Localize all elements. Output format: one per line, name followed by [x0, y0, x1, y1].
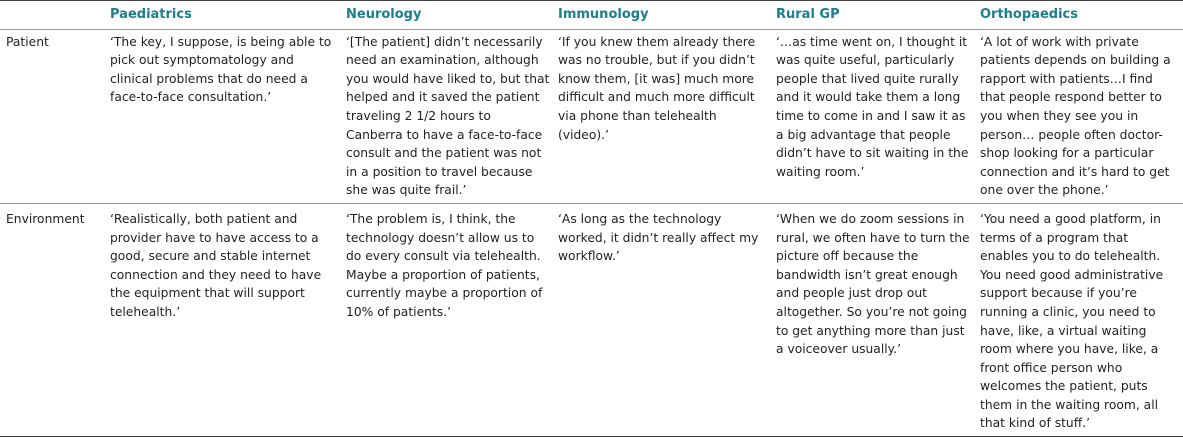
table-row-patient — [0, 29, 1183, 203]
cell-patient-immunology: ‘If you knew them already there was no trouble, but if you didn’t know them, [it was] much more difficult and much more difficult via phone than telehealth (video).’ — [556, 29, 774, 203]
header-immunology: Immunology — [556, 1, 774, 30]
cell-environment-paediatrics: ‘Realistically, both patient and provider have to have access to a good, secure and stable internet connection and they need to have the equipment that will support telehealth.’ — [108, 203, 344, 436]
row-label-patient: Patient — [0, 29, 108, 203]
table-row-environment — [0, 203, 1183, 436]
table-body — [0, 29, 1183, 436]
cell-environment-immunology: ‘As long as the technology worked, it didn’t really affect my workflow.’ — [556, 203, 774, 436]
cell-patient-rural-gp: ‘…as time went on, I thought it was quite useful, particularly people that lived quite rurally and it would take them a long time to come in and I saw it as a big advantage that people didn’t have to sit waiting in the waiting room.’ — [774, 29, 978, 203]
table-header — [0, 1, 1183, 30]
cell-patient-neurology: ‘[The patient] didn’t necessarily need an examination, although you would have liked to, but that helped and it saved the patient traveling 2 1/2 hours to Canberra to have a face-to-face consult and the patient was not in a position to travel because she was quite frail.’ — [344, 29, 556, 203]
cell-environment-rural-gp: ‘When we do zoom sessions in rural, we often have to turn the picture off because the bandwidth isn’t great enough and people just drop out altogether. So you’re not going to get anything more than just a voiceover usually.’ — [774, 203, 978, 436]
cell-environment-orthopaedics: ‘You need a good platform, in terms of a program that enables you to do telehealth. You need good administrative support because if you’re running a clinic, you need to have, like, a virtual waiting room where you have, like, a front office person who welcomes the patient, puts them in the waiting room, all that kind of stuff.’ — [978, 203, 1183, 436]
header-neurology: Neurology — [344, 1, 556, 30]
cell-environment-neurology: ‘The problem is, I think, the technology doesn’t allow us to do every consult via telehealth. Maybe a proportion of patients, currently maybe a proportion of 10% of patients.’ — [344, 203, 556, 436]
header-paediatrics: Paediatrics — [108, 1, 344, 30]
row-label-environment: Environment — [0, 203, 108, 436]
header-row — [0, 1, 1183, 30]
header-rural-gp: Rural GP — [774, 1, 978, 30]
header-corner — [0, 1, 108, 30]
cell-patient-orthopaedics: ‘A lot of work with private patients depends on building a rapport with patients…I find that people respond better to you when they see you in person… people often doctor-shop looking for a particular connection and it’s hard to get one over the phone.’ — [978, 29, 1183, 203]
cell-patient-paediatrics: ‘The key, I suppose, is being able to pick out symptomatology and clinical problems that do need a face-to-face consultation.’ — [108, 29, 344, 203]
header-orthopaedics: Orthopaedics — [978, 1, 1183, 30]
